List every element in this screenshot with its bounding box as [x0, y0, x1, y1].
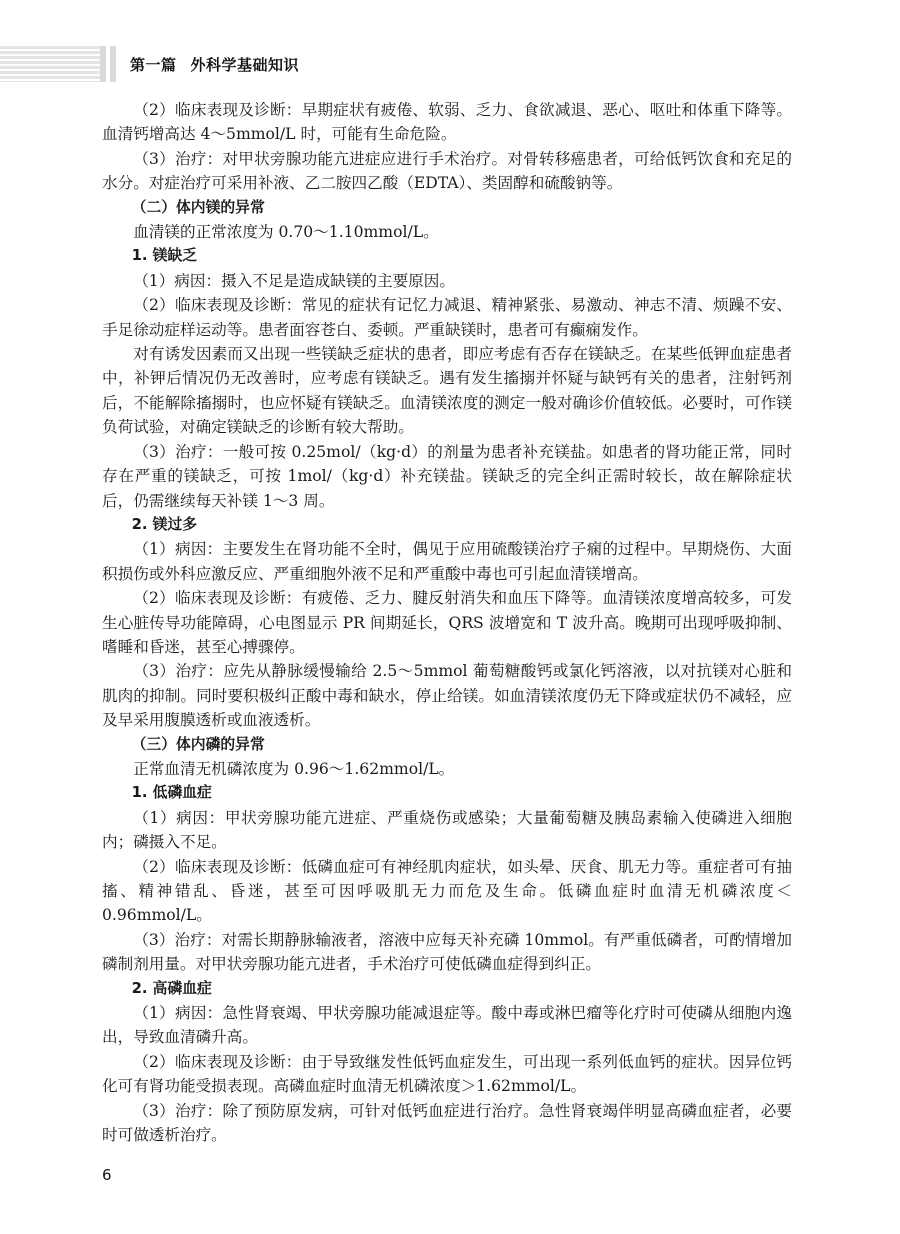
body-paragraph: （1）病因：主要发生在肾功能不全时，偶见于应用硫酸镁治疗子痫的过程中。早期烧伤、大面积损伤或外科应激反应、严重细胞外液不足和严重酸中毒也可引起血清镁增高。 [102, 540, 792, 583]
section-heading: 1. 镁缺乏 [131, 247, 198, 265]
header-stripe-decoration [0, 46, 100, 82]
body-paragraph: （2）临床表现及诊断：常见的症状有记忆力减退、精神紧张、易激动、神志不清、烦躁不安、手足徐动症样运动等。患者面容苍白、委顿。严重缺镁时，患者可有癫痫发作。 [102, 296, 792, 339]
body-paragraph: 血清镁的正常浓度为 0.70～1.10mmol/L。 [133, 223, 439, 242]
body-paragraph: （1）病因：摄入不足是造成缺镁的主要原因。 [133, 271, 455, 290]
body-paragraph: （2）临床表现及诊断：有疲倦、乏力、腱反射消失和血压下降等。血清镁浓度增高较多，可发生心脏传导功能障碍，心电图显示 PR 间期延长，QRS 波增宽和 T 波升高。晚期可出现呼吸抑制、嗜睡和昏迷，甚至心搏骤停。 [102, 589, 792, 656]
part-label: 第一篇 [130, 56, 177, 74]
part-title: 外科学基础知识 [190, 56, 300, 74]
body-paragraph: （3）治疗：对甲状旁腺功能亢进症应进行手术治疗。对骨转移癌患者，可给低钙饮食和充足的水分。对症治疗可采用补液、乙二胺四乙酸（EDTA）、类固醇和硫酸钠等。 [102, 149, 792, 193]
section-heading: 1. 低磷血症 [131, 784, 212, 802]
body-paragraph: （2）临床表现及诊断：早期症状有疲倦、软弱、乏力、食欲减退、恶心、呕吐和体重下降等。血清钙增高达 4～5mmol/L 时，可能有生命危险。 [102, 101, 792, 144]
page-header [0, 46, 900, 82]
page-number: 6 [102, 1166, 112, 1184]
section-heading: （二）体内镁的异常 [131, 198, 265, 216]
body-paragraph: 正常血清无机磷浓度为 0.96～1.62mmol/L。 [133, 759, 455, 778]
section-heading: 2. 高磷血症 [131, 979, 212, 997]
body-paragraph: （2）临床表现及诊断：低磷血症可有神经肌肉症状，如头晕、厌食、肌无力等。重症者可有抽搐、精神错乱、昏迷，甚至可因呼吸肌无力而危及生命。低磷血症时血清无机磷浓度＜0.96mmol/L。 [102, 857, 792, 925]
body-paragraph: （3）治疗：应先从静脉缓慢输给 2.5～5mmol 葡萄糖酸钙或氯化钙溶液，以对抗镁对心脏和肌肉的抑制。同时要积极纠正酸中毒和缺水，停止给镁。如血清镁浓度仍无下降或症状仍不减轻，应及早采用腹膜透析或血液透析。 [102, 662, 792, 730]
body-paragraph: （3）治疗：除了预防原发病，可针对低钙血症进行治疗。急性肾衰竭伴明显高磷血症者，必要时可做透析治疗。 [102, 1101, 792, 1145]
body-paragraph: （2）临床表现及诊断：由于导致继发性低钙血症发生，可出现一系列低血钙的症状。因异位钙化可有肾功能受损表现。高磷血症时血清无机磷浓度＞1.62mmol/L。 [102, 1052, 792, 1096]
page-body [102, 98, 792, 1147]
header-bar-decoration [110, 46, 116, 82]
body-paragraph: （1）病因：急性肾衰竭、甲状旁腺功能减退症等。酸中毒或淋巴瘤等化疗时可使磷从细胞内逸出，导致血清磷升高。 [102, 1004, 792, 1047]
body-paragraph: （3）治疗：对需长期静脉输液者，溶液中应每天补充磷 10mmol。有严重低磷者，可酌情增加磷制剂用量。对甲状旁腺功能亢进者，手术治疗可使低磷血症得到纠正。 [102, 930, 792, 974]
section-heading: （三）体内磷的异常 [131, 735, 265, 753]
running-header [130, 54, 299, 75]
header-bar-decoration [100, 46, 106, 82]
body-paragraph: （1）病因：甲状旁腺功能亢进症、严重烧伤或感染；大量葡萄糖及胰岛素输入使磷进入细胞内；磷摄入不足。 [102, 808, 792, 852]
section-heading: 2. 镁过多 [131, 515, 198, 533]
body-paragraph: （3）治疗：一般可按 0.25mol/（kg·d）的剂量为患者补充镁盐。如患者的肾功能正常，同时存在严重的镁缺乏，可按 1mol/（kg·d）补充镁盐。镁缺乏的完全纠正需时较长，故在解除症状后，仍需继续每天补镁 1～3 周。 [102, 442, 792, 510]
body-paragraph: 对有诱发因素而又出现一些镁缺乏症状的患者，即应考虑有否存在镁缺乏。在某些低钾血症患者中，补钾后情况仍无改善时，应考虑有镁缺乏。遇有发生搐搦并怀疑与缺钙有关的患者，注射钙剂后，不能解除搐搦时，也应怀疑有镁缺乏。血清镁浓度的测定一般对确诊价值较低。必要时，可作镁负荷试验，对确定镁缺乏的诊断有较大帮助。 [102, 345, 792, 437]
